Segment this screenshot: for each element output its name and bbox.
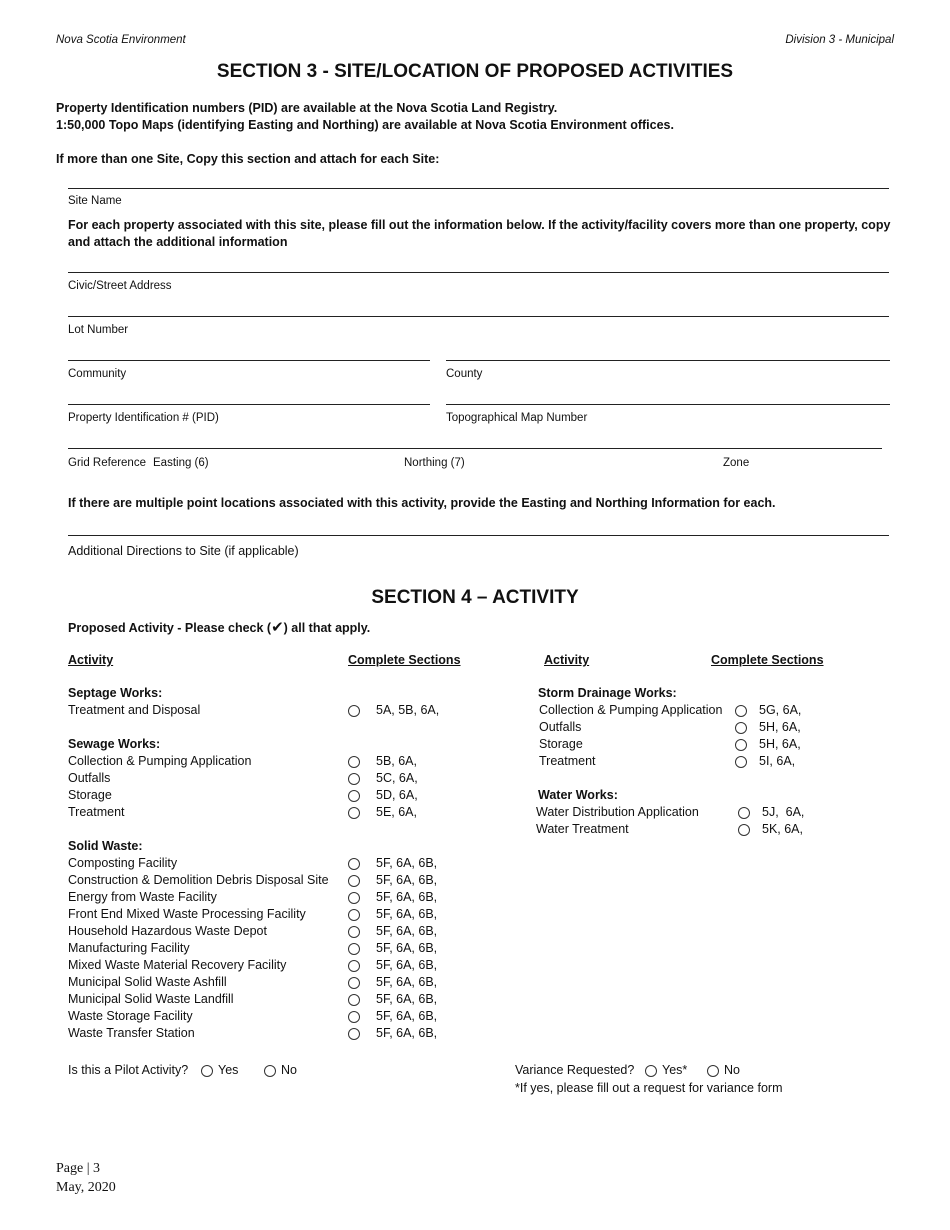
left-activity-radio[interactable] <box>348 807 360 819</box>
left-group-heading: Solid Waste: <box>68 839 143 853</box>
left-activity-sections: 5F, 6A, 6B, <box>376 1009 438 1023</box>
right-activity-sections: 5H, 6A, <box>759 720 801 734</box>
intro-line-1: Property Identification numbers (PID) are available at the Nova Scotia Land Registry. <box>56 101 558 115</box>
left-activity-radio[interactable] <box>348 1028 360 1040</box>
variance-yes-radio[interactable] <box>645 1065 657 1077</box>
lot-number-field[interactable] <box>68 316 889 317</box>
left-activity-label: Waste Transfer Station <box>68 1026 195 1040</box>
pid-field[interactable] <box>68 404 430 405</box>
directions-field[interactable] <box>68 535 889 536</box>
variance-question: Variance Requested? <box>515 1063 635 1077</box>
civic-address-field[interactable] <box>68 272 889 273</box>
right-activity-sections: 5J, 6A, <box>762 805 805 819</box>
left-activity-label: Household Hazardous Waste Depot <box>68 924 267 938</box>
left-activity-sections: 5B, 6A, <box>376 754 417 768</box>
left-activity-sections: 5F, 6A, 6B, <box>376 924 438 938</box>
left-activity-sections: 5F, 6A, 6B, <box>376 873 438 887</box>
right-activity-radio[interactable] <box>738 807 750 819</box>
left-activity-sections: 5C, 6A, <box>376 771 418 785</box>
page-number: Page | 3 <box>56 1161 101 1176</box>
intro-line-2: 1:50,000 Topo Maps (identifying Easting and Northing) are available at Nova Scotia Environment offices. <box>56 118 674 132</box>
left-activity-sections: 5E, 6A, <box>376 805 417 819</box>
grid-reference-label: Grid Reference <box>68 457 146 469</box>
right-activity-label: Water Treatment <box>536 822 629 836</box>
left-activity-sections: 5A, 5B, 6A, <box>376 703 440 717</box>
right-activity-radio[interactable] <box>738 824 750 836</box>
left-activity-radio[interactable] <box>348 994 360 1006</box>
multiple-points-note: If there are multiple point locations associated with this activity, provide the Easting and Northing Information for each. <box>68 496 776 510</box>
pilot-yes-label: Yes <box>218 1063 239 1077</box>
right-activity-label: Storage <box>539 737 583 751</box>
left-activity-radio[interactable] <box>348 1011 360 1023</box>
left-activity-radio[interactable] <box>348 773 360 785</box>
left-activity-label: Treatment and Disposal <box>68 703 201 717</box>
col-sections-left: Complete Sections <box>348 653 461 667</box>
pilot-question: Is this a Pilot Activity? <box>68 1063 189 1077</box>
civic-address-label: Civic/Street Address <box>68 280 172 292</box>
left-activity-sections: 5D, 6A, <box>376 788 418 802</box>
left-activity-sections: 5F, 6A, 6B, <box>376 856 438 870</box>
right-activity-sections: 5I, 6A, <box>759 754 796 768</box>
pid-label: Property Identification # (PID) <box>68 412 219 424</box>
right-activity-sections: 5K, 6A, <box>762 822 803 836</box>
left-activity-label: Municipal Solid Waste Ashfill <box>68 975 227 989</box>
left-group-heading: Septage Works: <box>68 686 163 700</box>
left-activity-radio[interactable] <box>348 909 360 921</box>
left-activity-sections: 5F, 6A, 6B, <box>376 992 438 1006</box>
pilot-no-radio[interactable] <box>264 1065 276 1077</box>
left-activity-radio[interactable] <box>348 977 360 989</box>
left-activity-sections: 5F, 6A, 6B, <box>376 890 438 904</box>
footer-date: May, 2020 <box>56 1180 116 1195</box>
left-activity-radio[interactable] <box>348 705 360 717</box>
right-activity-label: Water Distribution Application <box>536 805 699 819</box>
left-group-heading: Sewage Works: <box>68 737 161 751</box>
left-activity-radio[interactable] <box>348 892 360 904</box>
property-instruction-line-1: For each property associated with this site, please fill out the information below. If the activity/facility covers more than one property, copy <box>68 218 891 232</box>
right-group-heading: Storm Drainage Works: <box>538 686 677 700</box>
left-activity-sections: 5F, 6A, 6B, <box>376 941 438 955</box>
grid-reference-field[interactable] <box>68 448 882 449</box>
site-name-label: Site Name <box>68 195 122 207</box>
left-activity-radio[interactable] <box>348 960 360 972</box>
right-activity-sections: 5H, 6A, <box>759 737 801 751</box>
header-left: Nova Scotia Environment <box>56 34 186 46</box>
topo-map-label: Topographical Map Number <box>446 412 588 424</box>
left-activity-label: Mixed Waste Material Recovery Facility <box>68 958 287 972</box>
variance-no-label: No <box>724 1063 740 1077</box>
left-activity-label: Energy from Waste Facility <box>68 890 217 904</box>
left-activity-sections: 5F, 6A, 6B, <box>376 907 438 921</box>
county-label: County <box>446 368 483 380</box>
left-activity-sections: 5F, 6A, 6B, <box>376 1026 438 1040</box>
copy-note: If more than one Site, Copy this section and attach for each Site: <box>56 152 440 166</box>
left-activity-radio[interactable] <box>348 875 360 887</box>
community-field[interactable] <box>68 360 430 361</box>
left-activity-sections: 5F, 6A, 6B, <box>376 958 438 972</box>
left-activity-label: Municipal Solid Waste Landfill <box>68 992 234 1006</box>
left-activity-radio[interactable] <box>348 790 360 802</box>
lot-number-label: Lot Number <box>68 324 129 336</box>
topo-map-field[interactable] <box>446 404 890 405</box>
right-activity-radio[interactable] <box>735 739 747 751</box>
right-activity-label: Outfalls <box>539 720 582 734</box>
left-activity-label: Outfalls <box>68 771 111 785</box>
directions-label: Additional Directions to Site (if applicable) <box>68 544 299 558</box>
easting-label: Easting (6) <box>153 457 209 469</box>
left-activity-radio[interactable] <box>348 858 360 870</box>
pilot-yes-radio[interactable] <box>201 1065 213 1077</box>
left-activity-sections: 5F, 6A, 6B, <box>376 975 438 989</box>
proposed-activity-instruction: Proposed Activity - Please check (✔) all that apply. <box>68 619 371 636</box>
left-activity-label: Front End Mixed Waste Processing Facility <box>68 907 306 921</box>
col-sections-right: Complete Sections <box>711 653 824 667</box>
variance-no-radio[interactable] <box>707 1065 719 1077</box>
right-activity-radio[interactable] <box>735 705 747 717</box>
left-activity-label: Treatment <box>68 805 125 819</box>
variance-note: *If yes, please fill out a request for variance form <box>515 1081 783 1095</box>
left-activity-label: Manufacturing Facility <box>68 941 190 955</box>
checkmark-icon: ✔ <box>271 619 284 636</box>
left-activity-label: Collection & Pumping Application <box>68 754 252 768</box>
col-activity-right: Activity <box>544 653 590 667</box>
variance-yes-label: Yes* <box>662 1063 688 1077</box>
left-activity-label: Storage <box>68 788 112 802</box>
right-activity-sections: 5G, 6A, <box>759 703 802 717</box>
right-activity-radio[interactable] <box>735 722 747 734</box>
zone-label: Zone <box>723 457 750 469</box>
right-activity-label: Treatment <box>539 754 596 768</box>
right-activity-label: Collection & Pumping Application <box>539 703 723 717</box>
county-field[interactable] <box>446 360 890 361</box>
right-group-heading: Water Works: <box>538 788 618 802</box>
property-instruction-line-2: and attach the additional information <box>68 235 288 249</box>
community-label: Community <box>68 368 127 380</box>
site-name-field[interactable] <box>68 188 889 189</box>
left-activity-label: Construction & Demolition Debris Disposal Site <box>68 873 329 887</box>
col-activity-left: Activity <box>68 653 114 667</box>
header-right: Division 3 - Municipal <box>785 34 894 46</box>
left-activity-radio[interactable] <box>348 926 360 938</box>
right-activity-radio[interactable] <box>735 756 747 768</box>
northing-label: Northing (7) <box>404 457 465 469</box>
section3-title: SECTION 3 - SITE/LOCATION OF PROPOSED ACTIVITIES <box>216 61 734 82</box>
left-activity-radio[interactable] <box>348 756 360 768</box>
left-activity-radio[interactable] <box>348 943 360 955</box>
left-activity-label: Waste Storage Facility <box>68 1009 193 1023</box>
left-activity-label: Composting Facility <box>68 856 178 870</box>
section4-title: SECTION 4 – ACTIVITY <box>371 587 579 608</box>
pilot-no-label: No <box>281 1063 297 1077</box>
